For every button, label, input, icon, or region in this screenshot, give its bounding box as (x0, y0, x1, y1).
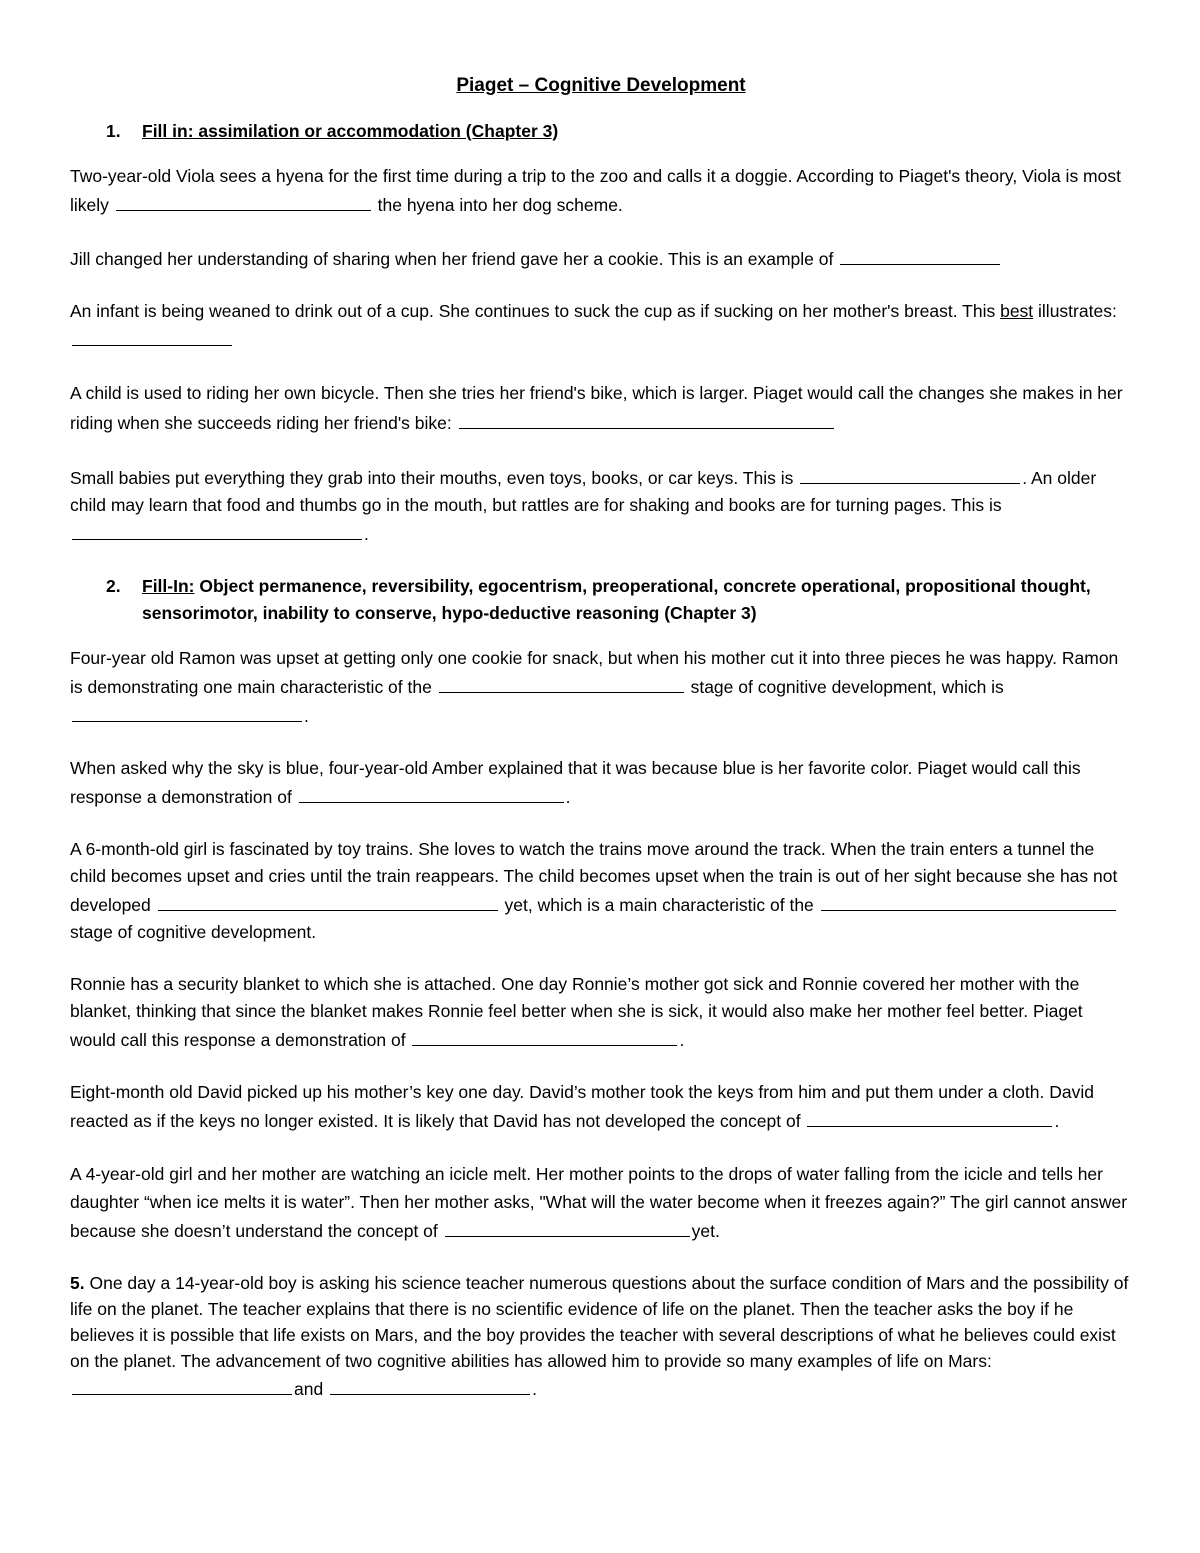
answer-blank[interactable] (800, 463, 1020, 484)
question-bicycle: A child is used to riding her own bicycle. Then she tries her friend's bike, which is larger. Piaget would call the changes she makes in her riding when she succeeds riding her friend's bike: (70, 383, 1123, 433)
question-amber: When asked why the sky is blue, four-year-old Amber explained that it was because blue is her favorite color. Piaget would call this response a demonstration of . (70, 758, 1081, 807)
emphasis-best: best (1000, 301, 1034, 321)
answer-blank[interactable] (330, 1374, 530, 1395)
question-toy-trains: A 6-month-old girl is fascinated by toy trains. She loves to watch the trains move around the track. When the train enters a tunnel the child becomes upset and cries until the train reappears. The child becomes upset when the train is out of her sight because she has not developed yet, which is a main characteristic of the stage of cognitive development. (70, 839, 1118, 942)
section-1-heading (70, 118, 1132, 145)
section-1-heading-text: Fill in: assimilation or accommodation (Chapter 3) (142, 121, 559, 141)
section-2-heading-text: Object permanence, reversibility, egocentrism, preoperational, concrete operational, propositional thought, sensorimotor, inability to conserve, hypo-deductive reasoning (Chapter 3) (142, 576, 1091, 623)
answer-blank[interactable] (439, 672, 684, 693)
question-ronnie: Ronnie has a security blanket to which she is attached. One day Ronnie’s mother got sick and Ronnie covered her mother with the blanket, thinking that since the blanket makes Ronnie feel better when she is sick, it would also make her mother feel better. Piaget would call this response a demonstration of . (70, 974, 1083, 1050)
question-ramon: Four-year old Ramon was upset at getting only one cookie for snack, but when his mother cut it into three pieces he was happy. Ramon is demonstrating one main characteristic of the stage of cognitive development, which is . (70, 648, 1119, 726)
section-2-label: Fill-In: (142, 576, 195, 596)
answer-blank[interactable] (445, 1216, 690, 1237)
question-viola: Two-year-old Viola sees a hyena for the first time during a trip to the zoo and calls it a doggie. According to Piaget's theory, Viola is most likely the hyena into her dog scheme. (70, 166, 1121, 215)
answer-blank[interactable] (821, 890, 1116, 911)
question-david: Eight-month old David picked up his mother’s key one day. David’s mother took the keys from him and put them under a cloth. David reacted as if the keys no longer existed. It is likely that David has not developed the concept of . (70, 1082, 1094, 1131)
question-jill: Jill changed her understanding of sharing when her friend gave her a cookie. This is an example of (70, 244, 1132, 273)
question-5-number: 5. (70, 1273, 85, 1293)
section-2-heading (70, 573, 1132, 627)
answer-blank[interactable] (72, 519, 362, 540)
answer-blank[interactable] (459, 408, 834, 429)
answer-blank[interactable] (158, 890, 498, 911)
answer-blank[interactable] (299, 782, 564, 803)
question-mars: 5. One day a 14-year-old boy is asking his science teacher numerous questions about the surface condition of Mars and the possibility of life on the planet. The teacher explains that there is no scientific evidence of life on the planet. Then the teacher asks the boy if he believes it is possible that life exists on Mars, and the boy provides the teacher with several descriptions of what he believes could exist on the planet. The advancement of two cognitive abilities has allowed him to provide so many examples of life on Mars: and . (70, 1273, 1129, 1399)
question-icicle: A 4-year-old girl and her mother are watching an icicle melt. Her mother points to the drops of water falling from the icicle and tells her daughter “when ice melts it is water”. Then her mother asks, "What will the water become when it freezes again?” The girl cannot answer because she doesn’t understand the concept of yet. (70, 1164, 1128, 1241)
section-1-number: 1. (106, 121, 121, 141)
worksheet-page (70, 72, 1132, 1427)
answer-blank[interactable] (72, 701, 302, 722)
question-babies-mouths: Small babies put everything they grab into their mouths, even toys, books, or car keys. This is . An older child may learn that food and thumbs go in the mouth, but rattles are for shaking and books are for turning pages. This is . (70, 463, 1132, 548)
section-2-number: 2. (106, 576, 121, 596)
question-infant-cup: An infant is being weaned to drink out of a cup. She continues to suck the cup as if sucking on her mother's breast. This best illustrates: (70, 298, 1132, 354)
answer-blank[interactable] (412, 1025, 677, 1046)
answer-blank[interactable] (72, 1374, 292, 1395)
page-title: Piaget – Cognitive Development (456, 75, 746, 96)
answer-blank[interactable] (840, 244, 1000, 265)
answer-blank[interactable] (807, 1106, 1052, 1127)
answer-blank[interactable] (72, 325, 232, 346)
answer-blank[interactable] (116, 190, 371, 211)
